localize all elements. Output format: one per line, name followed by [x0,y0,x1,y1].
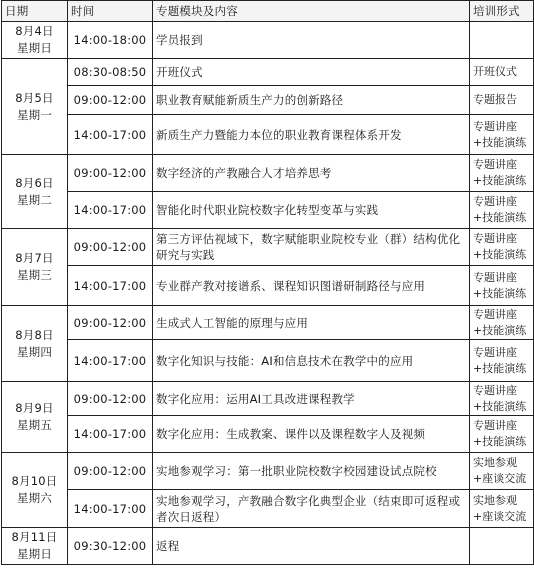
session-format: 专题讲座+技能演练 [470,229,534,266]
session-format: 专题讲座+技能演练 [470,306,534,340]
day-cell [2,306,68,382]
table-row [2,192,534,229]
day-date: 8月10日 [11,474,58,488]
session-content: 实地参观学习，产教融合数字化典型企业（结束即可返程或者次日返程） [153,490,470,528]
header-format: 培训形式 [470,1,534,22]
header-time: 时间 [68,1,153,22]
session-time: 09:00-12:00 [68,453,153,490]
session-content: 返程 [153,528,470,565]
table-row [2,306,534,340]
day-cell [2,59,68,155]
session-format: 专题讲座+技能演练 [470,266,534,306]
session-content: 专业群产教对接谱系、课程知识图谱研制路径与应用 [153,266,470,306]
schedule-table [1,0,534,565]
table-row [2,155,534,192]
session-content: 数字经济的产教融合人才培养思考 [153,155,470,192]
day-cell [2,22,68,59]
session-format: 专题报告 [470,86,534,115]
table-row [2,382,534,416]
header-row [2,1,534,22]
day-weekday: 星期日 [16,547,53,561]
day-cell [2,229,68,306]
table-row [2,229,534,266]
session-format: 实地参观+座谈交流 [470,453,534,490]
session-content: 学员报到 [153,22,470,59]
session-format: 开班仪式 [470,59,534,86]
day-cell [2,155,68,229]
day-weekday: 星期六 [16,491,53,505]
table-row [2,22,534,59]
session-time: 09:00-12:00 [68,86,153,115]
day-date: 8月9日 [15,401,54,415]
session-content: 生成式人工智能的原理与应用 [153,306,470,340]
session-format: 专题讲座+技能演练 [470,382,534,416]
session-time: 14:00-17:00 [68,266,153,306]
table-row [2,340,534,382]
day-date: 8月4日 [15,24,54,38]
session-content: 数字化应用：生成教案、课件以及课程数字人及视频 [153,416,470,453]
table-row [2,490,534,528]
day-cell [2,382,68,453]
day-weekday: 星期二 [16,192,53,207]
session-format: 专题讲座+技能演练 [470,340,534,382]
table-row [2,416,534,453]
session-time: 14:00-18:00 [68,22,153,59]
session-content: 职业教育赋能新质生产力的创新路径 [153,86,470,115]
session-time: 09:30-12:00 [68,528,153,565]
session-time: 08:30-08:50 [68,59,153,86]
session-format [470,528,534,565]
day-date: 8月11日 [11,530,58,544]
session-time: 14:00-17:00 [68,192,153,229]
day-date: 8月8日 [15,327,54,342]
table-row [2,59,534,86]
session-time: 14:00-17:00 [68,416,153,453]
session-time: 09:00-12:00 [68,306,153,340]
table-row [2,453,534,490]
session-format: 专题讲座+技能演练 [470,115,534,155]
session-format: 专题讲座+技能演练 [470,416,534,453]
day-date: 8月5日 [15,90,54,105]
session-time: 09:00-12:00 [68,155,153,192]
day-cell [2,528,68,565]
session-time: 14:00-17:00 [68,115,153,155]
table-row [2,115,534,155]
session-time: 09:00-12:00 [68,382,153,416]
session-time: 14:00-17:00 [68,490,153,528]
session-format: 实地参观+座谈交流 [470,490,534,528]
day-weekday: 星期四 [16,344,53,359]
day-date: 8月6日 [15,175,54,190]
session-format: 专题讲座+技能演练 [470,155,534,192]
day-weekday: 星期日 [16,41,53,55]
session-content: 开班仪式 [153,59,470,86]
session-format [470,22,534,59]
session-content: 数字化知识与技能：AI和信息技术在教学中的应用 [153,340,470,382]
session-time: 09:00-12:00 [68,229,153,266]
day-date: 8月7日 [15,251,54,265]
session-content: 第三方评估视域下，数字赋能职业院校专业（群）结构优化研究与实践 [153,229,470,266]
session-content: 新质生产力暨能力本位的职业教育课程体系开发 [153,115,470,155]
header-content: 专题模块及内容 [153,1,470,22]
day-weekday: 星期一 [16,107,53,122]
session-time: 14:00-17:00 [68,340,153,382]
day-cell [2,453,68,528]
day-weekday: 星期三 [16,268,53,282]
table-row [2,86,534,115]
header-date: 日期 [2,1,68,22]
session-content: 智能化时代职业院校数字化转型变革与实践 [153,192,470,229]
session-content: 实地参观学习：第一批职业院校数字校园建设试点院校 [153,453,470,490]
day-weekday: 星期五 [16,418,53,432]
table-row [2,266,534,306]
session-content: 数字化应用：运用AI工具改进课程教学 [153,382,470,416]
session-format: 专题讲座+技能演练 [470,192,534,229]
table-row [2,528,534,565]
